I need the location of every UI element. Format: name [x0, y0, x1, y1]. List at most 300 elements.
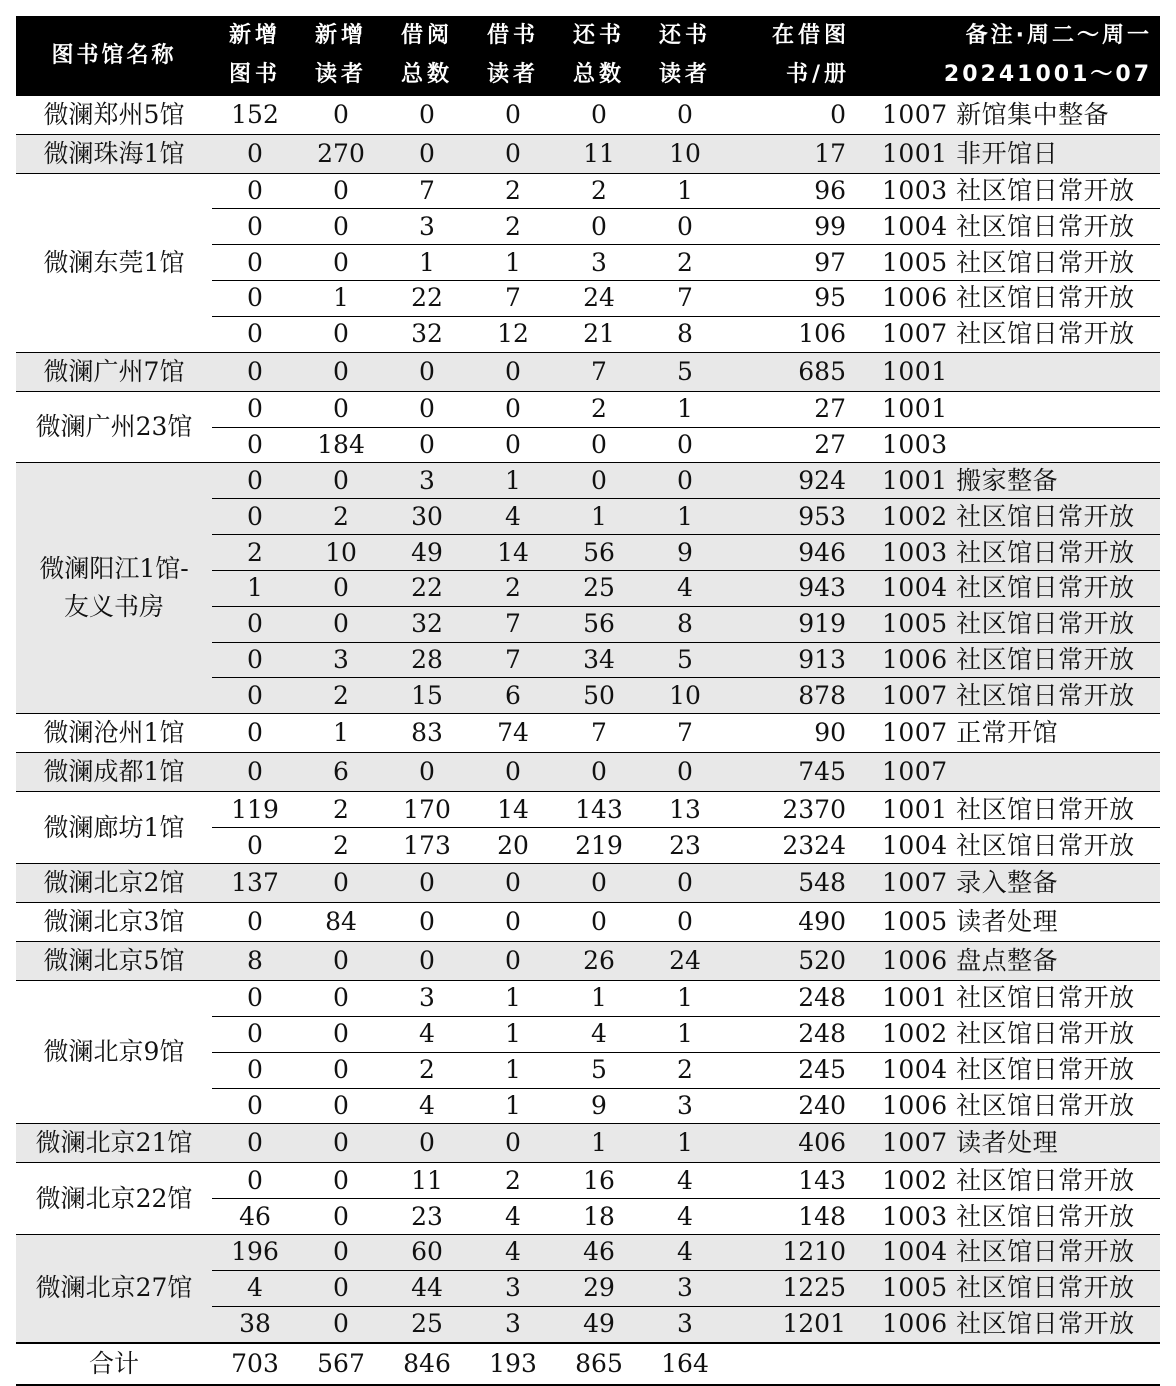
value-cell: 2 [298, 828, 384, 864]
note-cell: 1001 非开馆日 [858, 134, 1160, 173]
value-cell: 14 [470, 535, 556, 571]
value-cell: 0 [642, 209, 728, 245]
value-cell: 1 [642, 173, 728, 209]
note-cell: 1003 社区馆日常开放 [858, 1199, 1160, 1235]
library-name-cell: 微澜北京21馆 [16, 1124, 212, 1163]
value-cell: 2 [642, 245, 728, 281]
value-cell: 0 [212, 828, 298, 864]
value-cell: 7 [470, 281, 556, 317]
value-cell: 74 [470, 714, 556, 753]
table-row [16, 753, 1160, 792]
value-cell: 0 [384, 753, 470, 792]
note-cell: 1007 新馆集中整备 [858, 95, 1160, 134]
value-cell: 23 [642, 828, 728, 864]
table-row [16, 95, 1160, 134]
on-loan-cell: 913 [728, 642, 858, 678]
library-name-cell: 微澜北京27馆 [16, 1235, 212, 1343]
header-library-name: 图书馆名称 [16, 16, 212, 95]
value-cell: 0 [470, 1124, 556, 1163]
value-cell: 24 [556, 281, 642, 317]
value-cell: 32 [384, 606, 470, 642]
value-cell: 152 [212, 95, 298, 134]
table-row [16, 981, 1160, 1017]
note-cell: 1001 搬家整备 [858, 463, 1160, 499]
table-row [16, 352, 1160, 391]
library-name-cell: 微澜北京5馆 [16, 942, 212, 981]
value-cell: 0 [470, 864, 556, 903]
value-cell: 0 [642, 864, 728, 903]
value-cell: 2 [642, 1052, 728, 1088]
value-cell: 49 [384, 535, 470, 571]
on-loan-cell: 745 [728, 753, 858, 792]
table-row [16, 792, 1160, 828]
value-cell: 1 [556, 1124, 642, 1163]
value-cell: 1 [556, 981, 642, 1017]
value-cell: 56 [556, 535, 642, 571]
value-cell: 1 [470, 463, 556, 499]
value-cell: 15 [384, 678, 470, 714]
value-cell: 3 [384, 981, 470, 1017]
value-cell: 1 [212, 570, 298, 606]
on-loan-cell: 148 [728, 1199, 858, 1235]
value-cell: 18 [556, 1199, 642, 1235]
note-cell: 1001 社区馆日常开放 [858, 792, 1160, 828]
value-cell: 2 [470, 570, 556, 606]
value-cell: 0 [642, 753, 728, 792]
value-cell: 2 [470, 1163, 556, 1199]
value-cell: 28 [384, 642, 470, 678]
value-cell: 0 [384, 1124, 470, 1163]
table-row [16, 903, 1160, 942]
library-name-cell: 微澜成都1馆 [16, 753, 212, 792]
note-cell: 1006 社区馆日常开放 [858, 281, 1160, 317]
value-cell: 5 [642, 352, 728, 391]
value-cell: 22 [384, 570, 470, 606]
value-cell: 0 [384, 942, 470, 981]
total-label: 合计 [16, 1343, 212, 1385]
value-cell: 4 [642, 1235, 728, 1271]
value-cell: 12 [470, 316, 556, 352]
value-cell: 0 [212, 1088, 298, 1124]
value-cell: 1 [470, 245, 556, 281]
value-cell: 13 [642, 792, 728, 828]
header-new-books-l2: 图书 [212, 55, 298, 95]
note-cell: 1007 录入整备 [858, 864, 1160, 903]
total-value-cell: 164 [642, 1343, 728, 1385]
value-cell: 4 [556, 1016, 642, 1052]
value-cell: 14 [470, 792, 556, 828]
value-cell: 0 [212, 981, 298, 1017]
value-cell: 4 [470, 1235, 556, 1271]
value-cell: 2 [212, 535, 298, 571]
on-loan-cell: 943 [728, 570, 858, 606]
note-cell: 1004 社区馆日常开放 [858, 209, 1160, 245]
value-cell: 1 [642, 499, 728, 535]
value-cell: 0 [212, 427, 298, 463]
value-cell: 24 [642, 942, 728, 981]
value-cell: 0 [298, 570, 384, 606]
table-row [16, 463, 1160, 499]
value-cell: 46 [212, 1199, 298, 1235]
value-cell: 7 [642, 281, 728, 317]
on-loan-cell: 1210 [728, 1235, 858, 1271]
value-cell: 0 [298, 864, 384, 903]
header-loans-total-l2: 总数 [384, 55, 470, 95]
value-cell: 173 [384, 828, 470, 864]
value-cell: 0 [470, 95, 556, 134]
on-loan-cell: 406 [728, 1124, 858, 1163]
note-cell: 1002 社区馆日常开放 [858, 499, 1160, 535]
on-loan-cell: 1225 [728, 1270, 858, 1306]
value-cell: 0 [212, 714, 298, 753]
on-loan-cell: 240 [728, 1088, 858, 1124]
value-cell: 32 [384, 316, 470, 352]
value-cell: 1 [642, 981, 728, 1017]
value-cell: 38 [212, 1306, 298, 1342]
value-cell: 3 [470, 1306, 556, 1342]
table-header [16, 16, 1160, 95]
value-cell: 0 [642, 463, 728, 499]
value-cell: 10 [642, 678, 728, 714]
value-cell: 2 [470, 209, 556, 245]
on-loan-cell: 919 [728, 606, 858, 642]
on-loan-cell: 685 [728, 352, 858, 391]
value-cell: 0 [470, 942, 556, 981]
value-cell: 0 [212, 1124, 298, 1163]
on-loan-cell: 95 [728, 281, 858, 317]
value-cell: 56 [556, 606, 642, 642]
value-cell: 0 [212, 391, 298, 427]
value-cell: 84 [298, 903, 384, 942]
on-loan-cell: 2324 [728, 828, 858, 864]
value-cell: 6 [470, 678, 556, 714]
library-name-cell: 微澜北京3馆 [16, 903, 212, 942]
value-cell: 0 [470, 903, 556, 942]
value-cell: 0 [212, 903, 298, 942]
library-name-cell: 微澜沧州1馆 [16, 714, 212, 753]
value-cell: 1 [298, 281, 384, 317]
table-row [16, 864, 1160, 903]
value-cell: 0 [212, 173, 298, 209]
value-cell: 30 [384, 499, 470, 535]
value-cell: 0 [470, 352, 556, 391]
library-name-cell: 微澜阳江1馆- 友义书房 [16, 463, 212, 714]
value-cell: 3 [384, 463, 470, 499]
value-cell: 1 [384, 245, 470, 281]
table-row [16, 134, 1160, 173]
value-cell: 1 [642, 391, 728, 427]
on-loan-cell: 548 [728, 864, 858, 903]
value-cell: 0 [212, 316, 298, 352]
value-cell: 0 [384, 864, 470, 903]
value-cell: 0 [556, 753, 642, 792]
on-loan-cell: 17 [728, 134, 858, 173]
note-cell: 1006 社区馆日常开放 [858, 1306, 1160, 1342]
value-cell: 1 [298, 714, 384, 753]
value-cell: 20 [470, 828, 556, 864]
value-cell: 119 [212, 792, 298, 828]
value-cell: 0 [384, 95, 470, 134]
header-new-books-l1: 新增 [212, 16, 298, 55]
value-cell: 9 [556, 1088, 642, 1124]
value-cell: 0 [298, 1163, 384, 1199]
header-borrowers-l2: 读者 [470, 55, 556, 95]
library-name-cell: 微澜北京9馆 [16, 981, 212, 1124]
value-cell: 0 [212, 753, 298, 792]
note-cell: 1004 社区馆日常开放 [858, 1235, 1160, 1271]
value-cell: 0 [298, 1124, 384, 1163]
library-name-cell: 微澜北京2馆 [16, 864, 212, 903]
note-cell: 1001 [858, 352, 1160, 391]
value-cell: 83 [384, 714, 470, 753]
note-cell: 1007 读者处理 [858, 1124, 1160, 1163]
on-loan-cell: 490 [728, 903, 858, 942]
value-cell: 7 [470, 606, 556, 642]
value-cell: 34 [556, 642, 642, 678]
value-cell: 0 [298, 1306, 384, 1342]
value-cell: 0 [556, 463, 642, 499]
value-cell: 21 [556, 316, 642, 352]
on-loan-cell: 924 [728, 463, 858, 499]
value-cell: 11 [556, 134, 642, 173]
value-cell: 270 [298, 134, 384, 173]
note-cell: 1005 社区馆日常开放 [858, 1270, 1160, 1306]
table-row [16, 1124, 1160, 1163]
value-cell: 0 [212, 245, 298, 281]
value-cell: 0 [298, 1235, 384, 1271]
value-cell: 50 [556, 678, 642, 714]
on-loan-cell: 90 [728, 714, 858, 753]
value-cell: 0 [212, 1016, 298, 1052]
value-cell: 8 [642, 316, 728, 352]
note-cell: 1003 [858, 427, 1160, 463]
on-loan-cell: 248 [728, 981, 858, 1017]
total-empty-cell [728, 1343, 858, 1385]
value-cell: 3 [642, 1088, 728, 1124]
value-cell: 4 [212, 1270, 298, 1306]
value-cell: 219 [556, 828, 642, 864]
header-on-loan-l2: 书/册 [728, 55, 858, 95]
value-cell: 0 [298, 245, 384, 281]
on-loan-cell: 0 [728, 95, 858, 134]
value-cell: 5 [556, 1052, 642, 1088]
on-loan-cell: 2370 [728, 792, 858, 828]
value-cell: 7 [470, 642, 556, 678]
note-cell: 1006 盘点整备 [858, 942, 1160, 981]
total-row [16, 1343, 1160, 1385]
on-loan-cell: 1201 [728, 1306, 858, 1342]
value-cell: 0 [298, 352, 384, 391]
table-row [16, 173, 1160, 209]
on-loan-cell: 97 [728, 245, 858, 281]
value-cell: 0 [212, 642, 298, 678]
value-cell: 0 [298, 1199, 384, 1235]
value-cell: 0 [642, 95, 728, 134]
value-cell: 9 [642, 535, 728, 571]
on-loan-cell: 946 [728, 535, 858, 571]
library-name-cell: 微澜郑州5馆 [16, 95, 212, 134]
note-cell: 1006 社区馆日常开放 [858, 642, 1160, 678]
on-loan-cell: 99 [728, 209, 858, 245]
value-cell: 2 [470, 173, 556, 209]
value-cell: 3 [384, 209, 470, 245]
header-loans-total-l1: 借阅 [384, 16, 470, 55]
value-cell: 1 [470, 981, 556, 1017]
value-cell: 0 [470, 753, 556, 792]
value-cell: 0 [298, 95, 384, 134]
value-cell: 2 [298, 499, 384, 535]
table-row [16, 714, 1160, 753]
note-cell: 1004 社区馆日常开放 [858, 1052, 1160, 1088]
on-loan-cell: 106 [728, 316, 858, 352]
value-cell: 4 [470, 1199, 556, 1235]
table-body [16, 95, 1160, 1385]
value-cell: 4 [642, 1163, 728, 1199]
total-value-cell: 567 [298, 1343, 384, 1385]
value-cell: 2 [298, 678, 384, 714]
on-loan-cell: 27 [728, 391, 858, 427]
value-cell: 2 [556, 391, 642, 427]
library-name-cell: 微澜珠海1馆 [16, 134, 212, 173]
note-cell: 1002 社区馆日常开放 [858, 1163, 1160, 1199]
note-cell: 1002 社区馆日常开放 [858, 1016, 1160, 1052]
header-borrowers-l1: 借书 [470, 16, 556, 55]
value-cell: 3 [642, 1270, 728, 1306]
value-cell: 0 [298, 1052, 384, 1088]
value-cell: 7 [384, 173, 470, 209]
value-cell: 0 [556, 864, 642, 903]
library-name-cell: 微澜廊坊1馆 [16, 792, 212, 864]
table-row [16, 1235, 1160, 1271]
value-cell: 8 [212, 942, 298, 981]
on-loan-cell: 520 [728, 942, 858, 981]
value-cell: 0 [556, 903, 642, 942]
value-cell: 0 [212, 209, 298, 245]
value-cell: 0 [212, 499, 298, 535]
value-cell: 0 [642, 427, 728, 463]
value-cell: 0 [212, 463, 298, 499]
value-cell: 0 [298, 1016, 384, 1052]
value-cell: 11 [384, 1163, 470, 1199]
note-cell: 1007 社区馆日常开放 [858, 316, 1160, 352]
value-cell: 3 [470, 1270, 556, 1306]
table-row [16, 391, 1160, 427]
header-on-loan-l1: 在借图 [728, 16, 858, 55]
value-cell: 10 [642, 134, 728, 173]
table-row [16, 942, 1160, 981]
value-cell: 4 [642, 1199, 728, 1235]
note-cell: 1003 社区馆日常开放 [858, 173, 1160, 209]
value-cell: 25 [556, 570, 642, 606]
header-returners-l2: 读者 [642, 55, 728, 95]
header-returners-l1: 还书 [642, 16, 728, 55]
value-cell: 0 [298, 606, 384, 642]
note-cell: 1001 [858, 391, 1160, 427]
value-cell: 0 [384, 352, 470, 391]
value-cell: 0 [384, 903, 470, 942]
value-cell: 7 [556, 714, 642, 753]
total-value-cell: 846 [384, 1343, 470, 1385]
value-cell: 0 [298, 391, 384, 427]
value-cell: 184 [298, 427, 384, 463]
on-loan-cell: 878 [728, 678, 858, 714]
value-cell: 0 [212, 606, 298, 642]
value-cell: 0 [298, 173, 384, 209]
value-cell: 3 [298, 642, 384, 678]
value-cell: 5 [642, 642, 728, 678]
note-cell: 1005 读者处理 [858, 903, 1160, 942]
value-cell: 7 [642, 714, 728, 753]
value-cell: 2 [298, 792, 384, 828]
note-cell: 1005 社区馆日常开放 [858, 606, 1160, 642]
value-cell: 0 [384, 427, 470, 463]
header-note-l1: 备注·周二～周一 [858, 16, 1160, 55]
on-loan-cell: 143 [728, 1163, 858, 1199]
value-cell: 0 [212, 678, 298, 714]
total-value-cell: 193 [470, 1343, 556, 1385]
note-cell: 1007 [858, 753, 1160, 792]
value-cell: 46 [556, 1235, 642, 1271]
value-cell: 4 [384, 1016, 470, 1052]
library-weekly-report-table [16, 16, 1160, 1386]
value-cell: 2 [384, 1052, 470, 1088]
value-cell: 1 [470, 1088, 556, 1124]
note-cell: 1007 正常开馆 [858, 714, 1160, 753]
value-cell: 0 [298, 1088, 384, 1124]
value-cell: 143 [556, 792, 642, 828]
value-cell: 0 [642, 903, 728, 942]
value-cell: 0 [470, 134, 556, 173]
value-cell: 60 [384, 1235, 470, 1271]
value-cell: 0 [470, 391, 556, 427]
value-cell: 196 [212, 1235, 298, 1271]
header-new-readers-l2: 读者 [298, 55, 384, 95]
value-cell: 0 [298, 942, 384, 981]
on-loan-cell: 96 [728, 173, 858, 209]
note-cell: 1003 社区馆日常开放 [858, 535, 1160, 571]
header-returns-total-l1: 还书 [556, 16, 642, 55]
note-cell: 1001 社区馆日常开放 [858, 981, 1160, 1017]
value-cell: 0 [212, 1163, 298, 1199]
value-cell: 1 [556, 499, 642, 535]
note-cell: 1007 社区馆日常开放 [858, 678, 1160, 714]
value-cell: 1 [642, 1124, 728, 1163]
value-cell: 25 [384, 1306, 470, 1342]
header-new-readers-l1: 新增 [298, 16, 384, 55]
value-cell: 3 [642, 1306, 728, 1342]
value-cell: 6 [298, 753, 384, 792]
total-value-cell: 703 [212, 1343, 298, 1385]
on-loan-cell: 27 [728, 427, 858, 463]
value-cell: 0 [298, 316, 384, 352]
report-table-container [16, 16, 1160, 1386]
note-cell: 1006 社区馆日常开放 [858, 1088, 1160, 1124]
value-cell: 29 [556, 1270, 642, 1306]
total-value-cell: 865 [556, 1343, 642, 1385]
value-cell: 0 [298, 1270, 384, 1306]
value-cell: 10 [298, 535, 384, 571]
value-cell: 0 [298, 209, 384, 245]
value-cell: 170 [384, 792, 470, 828]
on-loan-cell: 248 [728, 1016, 858, 1052]
value-cell: 0 [212, 281, 298, 317]
value-cell: 137 [212, 864, 298, 903]
value-cell: 8 [642, 606, 728, 642]
header-note-l2: 20241001～07 [858, 55, 1160, 95]
value-cell: 1 [642, 1016, 728, 1052]
library-name-cell: 微澜广州23馆 [16, 391, 212, 463]
note-cell: 1004 社区馆日常开放 [858, 828, 1160, 864]
